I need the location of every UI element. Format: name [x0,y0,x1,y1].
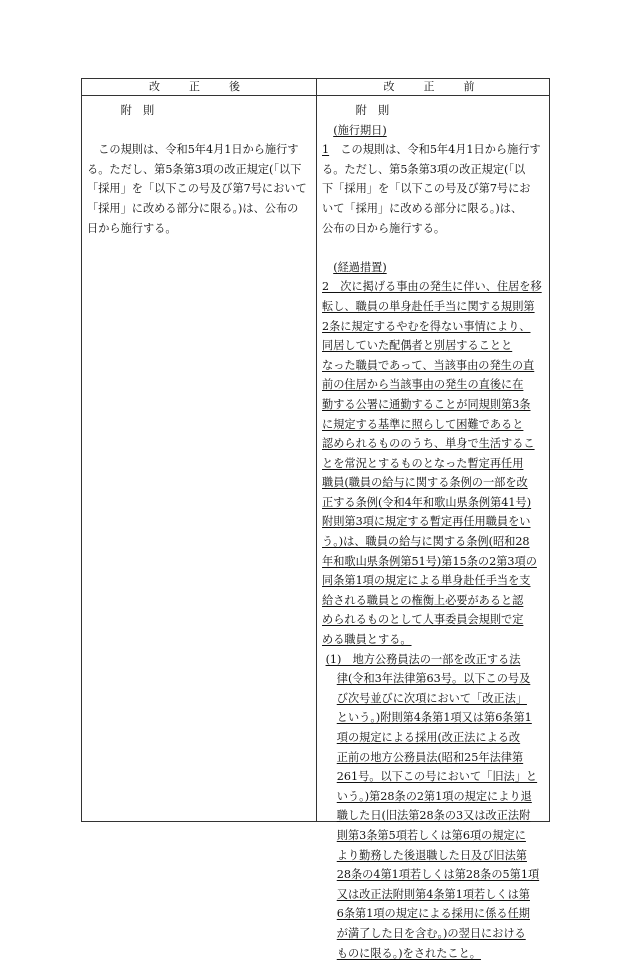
right-text-line: 同居していた配偶者と別居することと [322,339,513,353]
left-text-line: 「採用」を「以下この号及び第7号において [87,182,307,196]
left-text-line: る。ただし、第5条第3項の改正規定(「以下 [87,162,302,176]
right-text-line: (施行期日) [333,123,387,137]
right-text-line: められるものとして人事委員会規則で定 [322,613,524,627]
right-text-line: び次号並びに次項において「改正法」 [336,691,527,705]
right-text-line: 律(令和3年法律第63号。以下この号及 [336,672,531,686]
right-text-line: 2 次に掲げる事由の発生に伴い、住居を移 [322,280,542,294]
right-text-line: という。)附則第4条第1項又は第6条第1 [336,711,532,725]
right-text-line: 附 則 [322,104,390,117]
right-text-line: 同条第1項の規定による単身赴任手当を支 [322,574,531,588]
right-text-line: 職員(職員の給与に関する条例の一部を改 [322,476,528,490]
right-text-line: 正前の地方公務員法(昭和25年法律第 [336,750,524,764]
right-text-line: 勤する公署に通勤することが同規則第3条 [322,397,531,411]
left-text-line: 「採用」に改める部分に限る。)は、公布の [87,201,299,215]
right-text-line: (1) 地方公務員法の一部を改正する法 [325,652,521,666]
right-text-line: 認められるもののうち、単身で生活するこ [322,437,535,451]
header-before: 改 正 前 [383,80,484,93]
right-text-line: 28条の4第1項若しくは第28条の5第1項 [336,868,540,882]
right-text-line: なった職員であって、当該事由の発生の直 [322,358,535,372]
right-text-line: が満了した日を含む。)の翌日における [336,926,526,940]
before-column [322,101,546,963]
right-text-line: 附則第3項に規定する暫定再任用職員をい [322,515,531,529]
right-text-line: より勤務した後退職した日及び旧法第 [336,848,527,862]
right-text-line: める職員とする。 [322,633,412,647]
left-text-line [87,121,312,141]
right-text-line: う。)は、職員の給与に関する条例(昭和28 [322,535,530,549]
right-text-line: 261号。以下この号において「旧法」と [336,770,538,784]
column-divider [316,79,317,821]
right-text-line: 前の住居から当該事由の発生の直後に在 [322,378,524,392]
right-text-line: 正する条例(令和4年和歌山県条例第41号) [322,495,532,509]
left-text-line: 日から施行する。 [87,221,177,235]
right-text-line: 公布の日から施行する。 [322,221,446,235]
right-text-line: 転し、職員の単身赴任手当に関する規則第 [322,299,535,313]
right-text-line: ものに限る。)をされたこと。 [336,946,481,960]
after-column [87,101,312,238]
right-text-line: に規定する基準に照らして困難であると [322,417,524,431]
right-text-line: 又は改正法附則第4条第1項若しくは第 [336,887,530,901]
right-text-line: る。ただし、第5条第3項の改正規定(「以 [322,162,526,176]
right-text-line: (経過措置) [333,260,387,274]
right-text-line: とを常況とするものとなった暫定再任用 [322,456,524,470]
left-text-line: 附 則 [87,104,155,117]
right-text-line: 項の規定による採用(改正法による改 [336,731,521,744]
right-text-line: 6条第1項の規定による採用に係る任期 [336,907,530,921]
header-after: 改 正 後 [149,80,249,93]
right-text-line: 年和歌山県条例第51号)第15条の2第3項の [322,554,537,568]
right-text-line: 2条に規定するやむを得ない事情により、 [322,319,531,333]
right-text-line: いて「採用」に改める部分に限る。)は、 [322,201,523,215]
right-text-line: 職した日(旧法第28条の3又は改正法附 [336,809,531,823]
right-text-line [322,238,546,258]
right-text-line: 則第3条第5項若しくは第6項の規定に [336,828,526,842]
comparison-table [81,78,550,960]
right-text-line: 1 この規則は、令和5年4月1日から施行す [322,143,541,157]
right-text-line: 下「採用」を「以下この号及び第7号にお [322,182,531,196]
left-text-line: この規則は、令和5年4月1日から施行す [87,143,299,157]
right-text-line: いう。)第28条の2第1項の規定により退 [336,789,532,803]
right-text-line: 給される職員との権衡上必要があると認 [322,593,524,607]
